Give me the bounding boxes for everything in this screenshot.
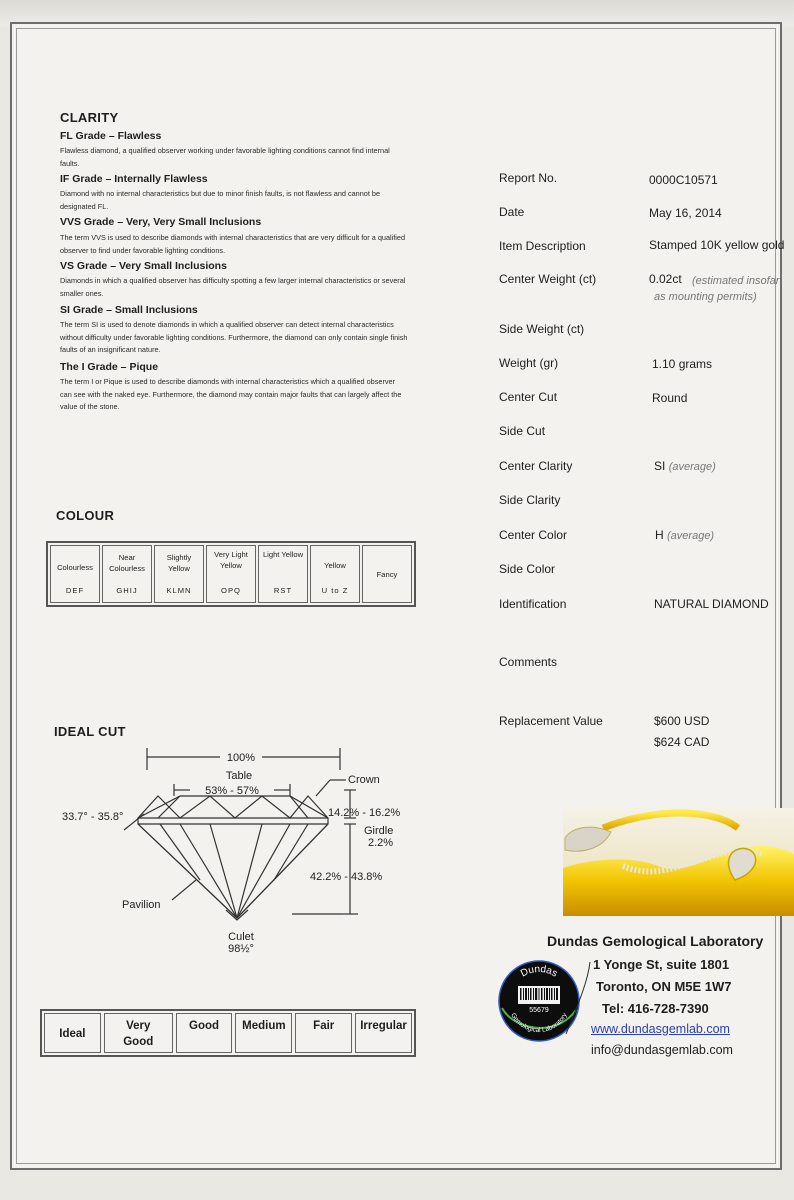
field-value-replacement-cad: $624 CAD [654, 735, 710, 749]
colour-title: COLOUR [56, 508, 115, 523]
colour-cell-yellow [310, 545, 360, 603]
cut-crown-label: Crown [348, 774, 380, 786]
cut-table-label: Table [225, 770, 253, 782]
colour-cell-light-yellow [258, 545, 308, 603]
cut-grade-table [40, 1009, 416, 1057]
clarity-desc-fl: Flawless diamond, a qualified observer working under favorable lighting conditions cannot find internal faults. [60, 146, 390, 168]
cut-culet-angle: 98½° [228, 943, 254, 955]
lab-address-line1: 1 Yonge St, suite 1801 [593, 957, 730, 972]
clarity-grade-i: The I Grade – Pique [60, 361, 159, 373]
field-label-side-weight: Side Weight (ct) [499, 322, 585, 336]
clarity-grade-si: SI Grade – Small Inclusions [60, 304, 198, 316]
cut-culet-label: Culet [228, 931, 254, 943]
colour-scale-table [46, 541, 416, 607]
center-weight-value: 0.02ct [649, 272, 682, 286]
clarity-desc-si: The term SI is used to denote diamonds in which a qualified observer can detect internal characteristics without difficulty under favorable lighting conditions. Furthermore, the diamond can only contain single finish faults of an insignificant nature. [60, 320, 408, 354]
field-value-weight-gr: 1.10 grams [652, 357, 713, 371]
field-label-center-clarity: Center Clarity [499, 459, 573, 473]
cut-girdle-pct: 2.2% [368, 837, 394, 849]
signature-mark [560, 960, 600, 1040]
field-label-center-cut: Center Cut [499, 390, 558, 404]
lab-address-line2: Toronto, ON M5E 1W7 [596, 979, 732, 994]
field-note-center-weight: (estimated insofar as mounting permits) [654, 275, 780, 303]
center-clarity-value: SI [654, 459, 666, 473]
field-label-side-cut: Side Cut [499, 424, 546, 438]
colour-cell-code: U to Z [321, 586, 349, 595]
colour-cell-code: GHIJ [116, 586, 138, 595]
colour-cell-name: Near Colourless [109, 553, 145, 573]
field-value-center-clarity [654, 459, 716, 473]
clarity-desc-vs: Diamonds in which a qualified observer has difficulty spotting a few larger internal characteristics or several smaller ones. [60, 276, 406, 298]
ideal-cut-title: IDEAL CUT [54, 724, 126, 739]
field-label-weight-gr: Weight (gr) [499, 356, 559, 370]
field-label-side-clarity: Side Clarity [499, 493, 561, 507]
diamond-proportions-diagram [40, 740, 440, 960]
colour-cell-code: RST [273, 586, 293, 595]
clarity-desc-if: Diamond with no internal characteristics but due to minor finish faults, is not flawless and cannot be designated FL. [60, 189, 381, 211]
cut-pavilion-depth: 42.2% - 43.8% [310, 871, 383, 883]
colour-cell-name: Very Light Yellow [214, 550, 248, 570]
colour-cell-name: Light Yellow [262, 550, 304, 559]
colour-cell-name: Colourless [57, 563, 93, 572]
cut-grade-ideal: Ideal [44, 1013, 101, 1053]
field-label-item-description: Item Description [499, 239, 586, 253]
ring-photo [563, 808, 794, 916]
clarity-title: CLARITY [60, 110, 119, 125]
cut-grade-irregular: Irregular [355, 1013, 412, 1053]
lab-website-link[interactable]: www.dundasgemlab.com [591, 1022, 730, 1036]
cut-grade-very-good: Very Good [104, 1013, 173, 1053]
colour-cell-code: KLMN [166, 586, 192, 595]
colour-cell-name: Fancy [376, 569, 398, 579]
field-value-report-no: 0000C10571 [649, 173, 718, 187]
center-color-value: H [655, 528, 664, 542]
lab-email: info@dundasgemlab.com [591, 1043, 733, 1057]
colour-cell-name: Yellow [324, 561, 346, 570]
seal-number: 55679 [529, 1007, 549, 1014]
field-value-replacement-usd: $600 USD [654, 714, 710, 728]
cut-grade-good: Good [176, 1013, 233, 1053]
clarity-grade-if: IF Grade – Internally Flawless [60, 173, 208, 185]
gold-ring-image [563, 808, 794, 916]
colour-cell-code: DEF [65, 586, 85, 595]
colour-cell-very-light-yellow [206, 545, 256, 603]
clarity-desc-vvs: The term VVS is used to describe diamonds with internal characteristics that are very difficult for a qualified observer to find under favorable lighting conditions. [60, 233, 406, 255]
field-label-comments: Comments [499, 655, 558, 669]
field-label-report-no: Report No. [499, 171, 558, 185]
field-label-center-weight: Center Weight (ct) [499, 272, 597, 286]
colour-cell-name: Slightly Yellow [166, 553, 192, 573]
colour-cell-near-colourless [102, 545, 152, 603]
cut-grade-fair: Fair [295, 1013, 352, 1053]
cut-crown-height: 14.2% - 16.2% [328, 807, 401, 819]
field-value-identification: NATURAL DIAMOND [654, 597, 769, 611]
field-label-side-color: Side Color [499, 562, 556, 576]
colour-cell-code: OPQ [221, 586, 241, 595]
cut-pavilion-label: Pavilion [122, 899, 161, 911]
field-value-center-color [655, 528, 714, 542]
field-label-identification: Identification [499, 597, 567, 611]
seal-bottom-path: Gemological Laboratory [509, 1012, 569, 1035]
field-value-center-cut: Round [652, 391, 688, 405]
cut-girdle-label: Girdle [364, 825, 394, 837]
field-value-date: May 16, 2014 [649, 206, 722, 220]
field-label-center-color: Center Color [499, 528, 568, 542]
colour-cell-colourless [50, 545, 100, 603]
center-clarity-note: (average) [668, 461, 716, 473]
lab-telephone: Tel: 416-728-7390 [602, 1001, 709, 1016]
clarity-desc-i: The term I or Pique is used to describe diamonds with internal characteristics which a qualified observer can see with the naked eye. Furthermore, the diamond may contain major faults that can largely affect the value of the stone. [60, 377, 402, 411]
field-label-replacement-value: Replacement Value [499, 714, 603, 728]
cut-total-label: 100% [226, 752, 256, 764]
colour-cell-slightly-yellow [154, 545, 204, 603]
clarity-grade-vvs: VVS Grade – Very, Very Small Inclusions [60, 216, 262, 228]
lab-name: Dundas Gemological Laboratory [547, 933, 764, 949]
seal-top-path: Dundas [519, 963, 560, 980]
field-label-date: Date [499, 205, 525, 219]
clarity-grade-fl: FL Grade – Flawless [60, 130, 162, 142]
clarity-grade-vs: VS Grade – Very Small Inclusions [60, 260, 227, 272]
cut-table-pct: 53% - 57% [205, 785, 259, 797]
field-value-item-description: Stamped 10K yellow gold [649, 238, 785, 252]
cut-crown-angle: 33.7° - 35.8° [62, 811, 124, 823]
colour-cell-fancy [362, 545, 412, 603]
cut-grade-medium: Medium [235, 1013, 292, 1053]
center-color-note: (average) [667, 530, 715, 542]
